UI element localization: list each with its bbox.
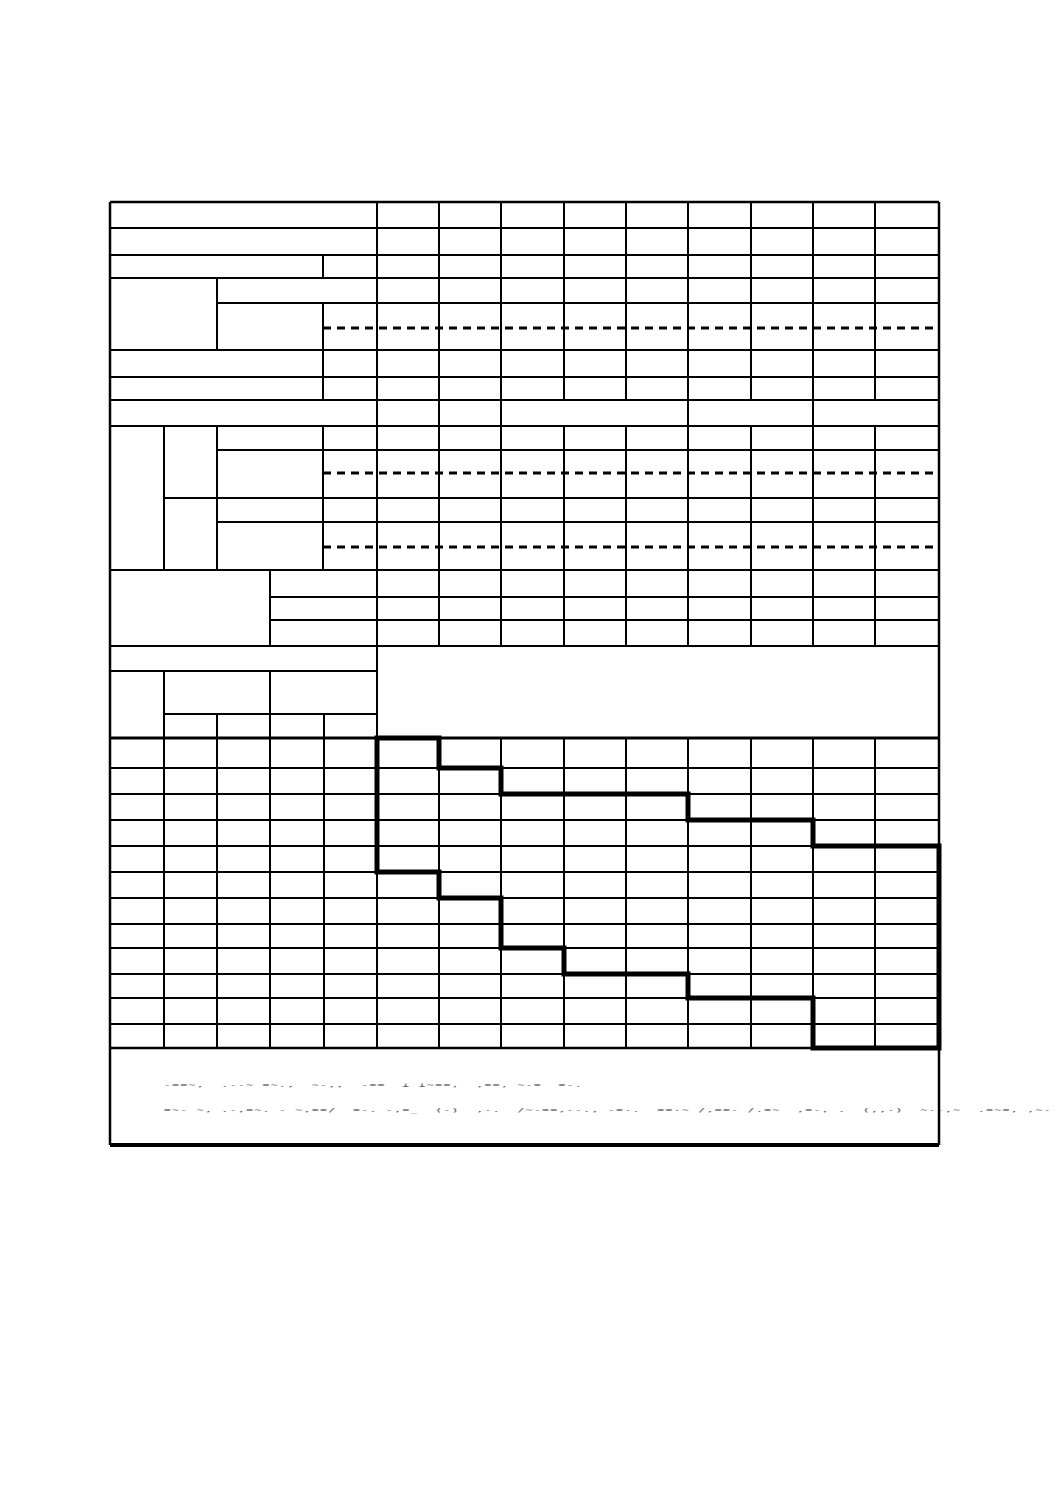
note-line-2: =~- ~, .-,=~. - ~,==/ =-. -,=_ (-) ,-. /~-==,--., -=-. ==-~ /,==- /.=~ ,=-, . (,,-) ~--,~ .=~=, ,~- — [164, 1107, 1053, 1114]
note-line-1: -==~, .--~ =~., ~-,, -== ⊥ ⊥~==, ,==, ~-= =-. — [164, 1082, 584, 1089]
